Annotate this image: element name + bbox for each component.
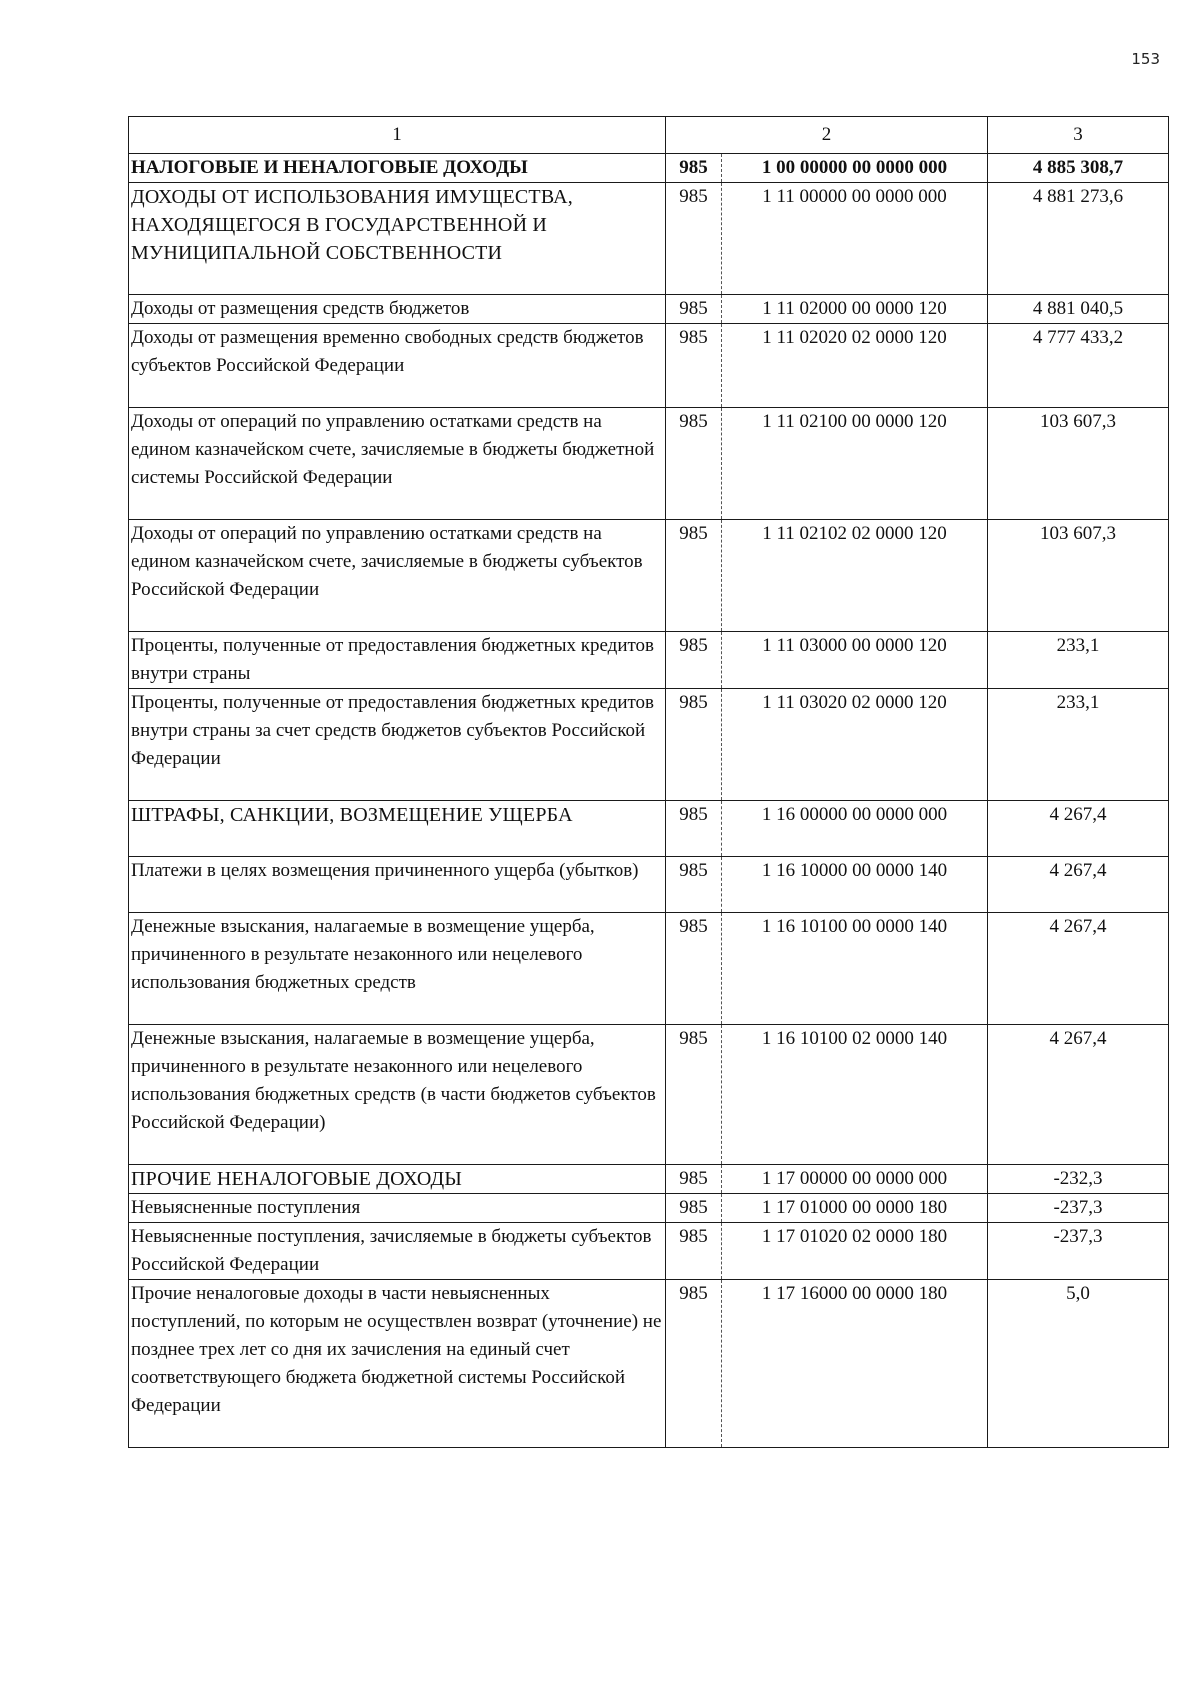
table-row	[129, 632, 1169, 689]
row-name: Платежи в целях возмещения причиненного ущерба (убытков)	[129, 857, 666, 913]
row-budget-code: 1 11 03020 02 0000 120	[722, 689, 988, 801]
table-row	[129, 183, 1169, 295]
table-row	[129, 1223, 1169, 1280]
row-name: ДОХОДЫ ОТ ИСПОЛЬЗОВАНИЯ ИМУЩЕСТВА, НАХОДЯЩЕГОСЯ В ГОСУДАРСТВЕННОЙ И МУНИЦИПАЛЬНОЙ СОБСТВЕННОСТИ	[129, 183, 666, 295]
row-amount: -237,3	[988, 1194, 1169, 1223]
row-budget-code: 1 16 00000 00 0000 000	[722, 801, 988, 857]
row-amount: -232,3	[988, 1165, 1169, 1194]
row-name: Проценты, полученные от предоставления бюджетных кредитов внутри страны	[129, 632, 666, 689]
row-name: ПРОЧИЕ НЕНАЛОГОВЫЕ ДОХОДЫ	[129, 1165, 666, 1194]
row-name: НАЛОГОВЫЕ И НЕНАЛОГОВЫЕ ДОХОДЫ	[129, 154, 666, 183]
row-name: Доходы от размещения временно свободных средств бюджетов субъектов Российской Федерации	[129, 324, 666, 408]
row-admin-code: 985	[666, 801, 722, 857]
row-admin-code: 985	[666, 1025, 722, 1165]
row-admin-code: 985	[666, 295, 722, 324]
table-row	[129, 1194, 1169, 1223]
row-budget-code: 1 11 02102 02 0000 120	[722, 520, 988, 632]
row-admin-code: 985	[666, 1223, 722, 1280]
row-amount: 4 267,4	[988, 801, 1169, 857]
table-row	[129, 295, 1169, 324]
table-row	[129, 857, 1169, 913]
row-admin-code: 985	[666, 913, 722, 1025]
table-row	[129, 1025, 1169, 1165]
table-row	[129, 520, 1169, 632]
table-row	[129, 1165, 1169, 1194]
row-amount: 4 881 040,5	[988, 295, 1169, 324]
row-budget-code: 1 17 01000 00 0000 180	[722, 1194, 988, 1223]
row-admin-code: 985	[666, 183, 722, 295]
row-amount: 4 777 433,2	[988, 324, 1169, 408]
row-amount: 233,1	[988, 632, 1169, 689]
row-admin-code: 985	[666, 1194, 722, 1223]
table-row	[129, 689, 1169, 801]
table-row	[129, 324, 1169, 408]
header-col-1: 1	[129, 117, 666, 154]
row-admin-code: 985	[666, 520, 722, 632]
table-row	[129, 801, 1169, 857]
row-budget-code: 1 11 00000 00 0000 000	[722, 183, 988, 295]
page-number: 153	[1131, 50, 1160, 68]
row-amount: 4 885 308,7	[988, 154, 1169, 183]
row-admin-code: 985	[666, 154, 722, 183]
row-name: Невыясненные поступления	[129, 1194, 666, 1223]
row-admin-code: 985	[666, 1280, 722, 1448]
row-admin-code: 985	[666, 1165, 722, 1194]
row-budget-code: 1 00 00000 00 0000 000	[722, 154, 988, 183]
row-amount: 4 267,4	[988, 913, 1169, 1025]
row-budget-code: 1 16 10000 00 0000 140	[722, 857, 988, 913]
row-name: Доходы от размещения средств бюджетов	[129, 295, 666, 324]
row-name: Доходы от операций по управлению остатками средств на едином казначейском счете, зачисляемые в бюджеты бюджетной системы Российской Федерации	[129, 408, 666, 520]
row-budget-code: 1 17 01020 02 0000 180	[722, 1223, 988, 1280]
row-admin-code: 985	[666, 689, 722, 801]
row-admin-code: 985	[666, 857, 722, 913]
row-budget-code: 1 16 10100 00 0000 140	[722, 913, 988, 1025]
row-name: Невыясненные поступления, зачисляемые в бюджеты субъектов Российской Федерации	[129, 1223, 666, 1280]
table-row	[129, 913, 1169, 1025]
row-amount: 233,1	[988, 689, 1169, 801]
row-amount: 4 881 273,6	[988, 183, 1169, 295]
row-budget-code: 1 17 00000 00 0000 000	[722, 1165, 988, 1194]
row-name: Доходы от операций по управлению остатками средств на едином казначейском счете, зачисляемые в бюджеты субъектов Российской Федерации	[129, 520, 666, 632]
row-admin-code: 985	[666, 632, 722, 689]
row-name: ШТРАФЫ, САНКЦИИ, ВОЗМЕЩЕНИЕ УЩЕРБА	[129, 801, 666, 857]
row-amount: 103 607,3	[988, 408, 1169, 520]
revenue-table	[128, 116, 1169, 1448]
row-name: Денежные взыскания, налагаемые в возмещение ущерба, причиненного в результате незаконного или нецелевого использования бюджетных средств (в части бюджетов субъектов Российской Федерации)	[129, 1025, 666, 1165]
table-row	[129, 154, 1169, 183]
header-col-2: 2	[666, 117, 988, 154]
row-admin-code: 985	[666, 408, 722, 520]
header-row	[129, 117, 1169, 154]
row-budget-code: 1 16 10100 02 0000 140	[722, 1025, 988, 1165]
header-col-3: 3	[988, 117, 1169, 154]
row-budget-code: 1 11 03000 00 0000 120	[722, 632, 988, 689]
row-name: Проценты, полученные от предоставления бюджетных кредитов внутри страны за счет средств бюджетов субъектов Российской Федерации	[129, 689, 666, 801]
row-admin-code: 985	[666, 324, 722, 408]
row-budget-code: 1 11 02100 00 0000 120	[722, 408, 988, 520]
row-amount: 5,0	[988, 1280, 1169, 1448]
table-row	[129, 1280, 1169, 1448]
row-budget-code: 1 17 16000 00 0000 180	[722, 1280, 988, 1448]
row-amount: 4 267,4	[988, 857, 1169, 913]
row-amount: 4 267,4	[988, 1025, 1169, 1165]
row-name: Прочие неналоговые доходы в части невыясненных поступлений, по которым не осуществлен возврат (уточнение) не позднее трех лет со дня их зачисления на единый счет соответствующего бюджета бюджетной системы Российской Федерации	[129, 1280, 666, 1448]
table-row	[129, 408, 1169, 520]
row-budget-code: 1 11 02020 02 0000 120	[722, 324, 988, 408]
row-amount: -237,3	[988, 1223, 1169, 1280]
row-amount: 103 607,3	[988, 520, 1169, 632]
row-name: Денежные взыскания, налагаемые в возмещение ущерба, причиненного в результате незаконного или нецелевого использования бюджетных средств	[129, 913, 666, 1025]
row-budget-code: 1 11 02000 00 0000 120	[722, 295, 988, 324]
